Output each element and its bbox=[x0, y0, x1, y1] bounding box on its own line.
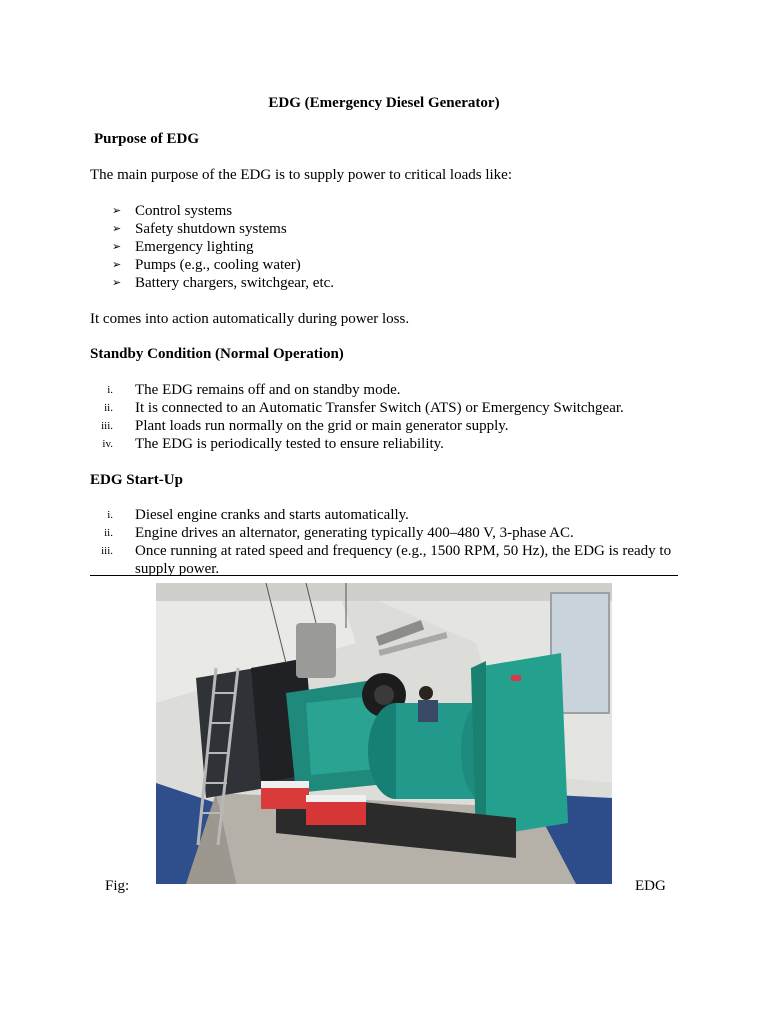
list-item: Pumps (e.g., cooling water) bbox=[135, 257, 301, 273]
power-loss-note: It comes into action automatically during power loss. bbox=[90, 311, 410, 327]
list-item: Diesel engine cranks and starts automatically. bbox=[135, 507, 409, 523]
generator-photo bbox=[156, 583, 612, 884]
list-marker: ii. bbox=[104, 402, 113, 414]
purpose-intro: The main purpose of the EDG is to supply power to critical loads like: bbox=[90, 167, 512, 183]
list-item: The EDG is periodically tested to ensure reliability. bbox=[135, 436, 444, 452]
list-item: Battery chargers, switchgear, etc. bbox=[135, 275, 335, 291]
figure-caption-suffix: EDG bbox=[635, 878, 666, 894]
list-marker: iv. bbox=[102, 438, 113, 450]
list-item: It is connected to an Automatic Transfer Switch (ATS) or Emergency Switchgear. bbox=[135, 400, 624, 416]
list-item: Once running at rated speed and frequency (e.g., 1500 RPM, 50 Hz), the EDG is ready to bbox=[135, 543, 672, 559]
list-marker: i. bbox=[107, 509, 113, 521]
list-marker: iii. bbox=[101, 545, 113, 557]
horizontal-rule bbox=[90, 575, 678, 576]
list-item: Engine drives an alternator, generating typically 400–480 V, 3-phase AC. bbox=[135, 525, 574, 541]
arrow-bullet-icon: ➢ bbox=[112, 241, 122, 253]
list-marker: i. bbox=[107, 384, 113, 396]
list-item-continuation: supply power. bbox=[135, 561, 220, 577]
list-item: Emergency lighting bbox=[135, 239, 254, 255]
arrow-bullet-icon: ➢ bbox=[112, 277, 122, 289]
list-item: Plant loads run normally on the grid or main generator supply. bbox=[135, 418, 509, 434]
startup-heading: EDG Start-Up bbox=[90, 472, 183, 488]
arrow-bullet-icon: ➢ bbox=[112, 223, 122, 235]
list-item: The EDG remains off and on standby mode. bbox=[135, 382, 401, 398]
standby-heading: Standby Condition (Normal Operation) bbox=[90, 346, 344, 362]
list-item: Safety shutdown systems bbox=[135, 221, 287, 237]
purpose-heading: Purpose of EDG bbox=[94, 131, 199, 147]
arrow-bullet-icon: ➢ bbox=[112, 205, 122, 217]
list-marker: ii. bbox=[104, 527, 113, 539]
list-item: Control systems bbox=[135, 203, 233, 219]
arrow-bullet-icon: ➢ bbox=[112, 259, 122, 271]
document-title: EDG (Emergency Diesel Generator) bbox=[268, 95, 500, 111]
figure-caption-prefix: Fig: bbox=[105, 878, 130, 894]
list-marker: iii. bbox=[101, 420, 113, 432]
